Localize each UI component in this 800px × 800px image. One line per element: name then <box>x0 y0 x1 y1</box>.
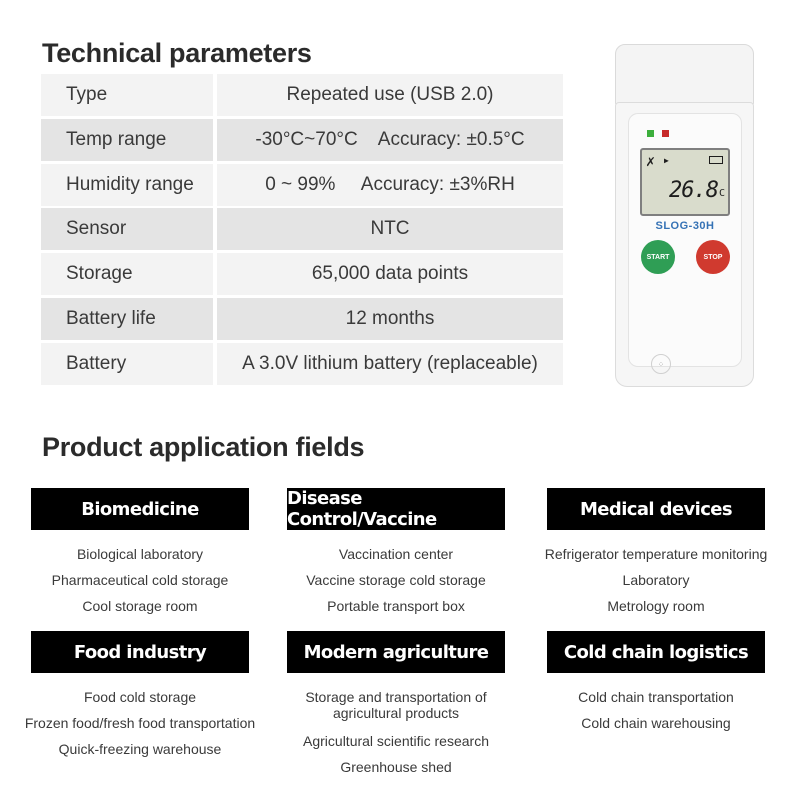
lcd-unit: C <box>718 188 725 199</box>
spec-row-humidity-range <box>41 164 563 206</box>
spec-label: Type <box>41 74 213 116</box>
category-items-medical-devices <box>525 546 787 614</box>
device-lcd-display <box>640 148 730 216</box>
alarm-x-icon: ✗ <box>646 152 656 170</box>
device-model-label: SLOG-30H <box>655 220 715 232</box>
list-item: Vaccination center <box>338 546 454 562</box>
category-cold-chain-logistics: Cold chain logistics <box>547 631 765 673</box>
list-item: Greenhouse shed <box>340 759 452 776</box>
spec-row-sensor <box>41 208 563 250</box>
technical-parameters-heading: Technical parameters <box>42 38 312 68</box>
spec-value: NTC <box>217 208 563 250</box>
list-item: Cool storage room <box>82 598 198 615</box>
device-stop-button[interactable]: STOP <box>696 240 730 274</box>
spec-label: Battery life <box>41 298 213 340</box>
spec-value: 0 ~ 99% Accuracy: ±3%RH <box>217 164 563 206</box>
list-item: Laboratory <box>622 572 690 589</box>
spec-row-temp-range <box>41 119 563 161</box>
category-medical-devices: Medical devices <box>547 488 765 530</box>
lcd-reading: 26.8 <box>669 178 718 203</box>
spec-label: Temp range <box>41 119 213 161</box>
battery-icon <box>709 156 723 164</box>
spec-value: -30°C~70°C Accuracy: ±0.5°C <box>217 119 563 161</box>
spec-label: Battery <box>41 343 213 385</box>
red-led-icon <box>662 130 669 137</box>
category-food-industry: Food industry <box>31 631 249 673</box>
category-items-modern-agriculture <box>291 689 501 775</box>
spec-value: A 3.0V lithium battery (replaceable) <box>217 343 563 385</box>
spec-row-battery-life <box>41 298 563 340</box>
green-led-icon <box>647 130 654 137</box>
spec-row-type <box>41 74 563 116</box>
spec-row-storage <box>41 253 563 295</box>
list-item: Frozen food/fresh food transportation <box>24 715 256 732</box>
spec-row-battery <box>41 343 563 385</box>
list-item: Cold chain warehousing <box>581 715 731 732</box>
spec-label: Sensor <box>41 208 213 250</box>
list-item: Cold chain transportation <box>578 689 734 705</box>
list-item: Biological laboratory <box>76 546 204 562</box>
list-item: Vaccine storage cold storage <box>306 572 486 589</box>
list-item: Portable transport box <box>327 598 465 615</box>
spec-value: Repeated use (USB 2.0) <box>217 74 563 116</box>
device-usb-cap <box>615 44 754 106</box>
spec-label: Storage <box>41 253 213 295</box>
category-modern-agriculture: Modern agriculture <box>287 631 505 673</box>
category-items-disease-control <box>276 546 516 614</box>
category-items-food-industry <box>5 689 275 757</box>
device-start-button[interactable]: START <box>641 240 675 274</box>
list-item: Pharmaceutical cold storage <box>51 572 229 589</box>
list-item: Food cold storage <box>83 689 197 705</box>
category-biomedicine: Biomedicine <box>31 488 249 530</box>
spec-label: Humidity range <box>41 164 213 206</box>
list-item: Refrigerator temperature monitoring <box>544 546 768 562</box>
category-disease-control-vaccine: Disease Control/Vaccine <box>287 488 505 530</box>
list-item: Quick-freezing warehouse <box>58 741 222 758</box>
application-fields-heading: Product application fields <box>42 432 365 462</box>
spec-table <box>41 74 563 388</box>
category-items-biomedicine <box>20 546 260 614</box>
speaker-grille-icon: ⁘ <box>651 354 671 374</box>
list-item: Storage and transportation of agricultural products <box>305 689 487 722</box>
list-item: Agricultural scientific research <box>303 733 489 750</box>
play-indicator-icon: ▶ <box>664 156 669 165</box>
spec-value: 65,000 data points <box>217 253 563 295</box>
category-items-cold-chain <box>536 689 776 731</box>
list-item: Metrology room <box>607 598 705 615</box>
spec-value: 12 months <box>217 298 563 340</box>
